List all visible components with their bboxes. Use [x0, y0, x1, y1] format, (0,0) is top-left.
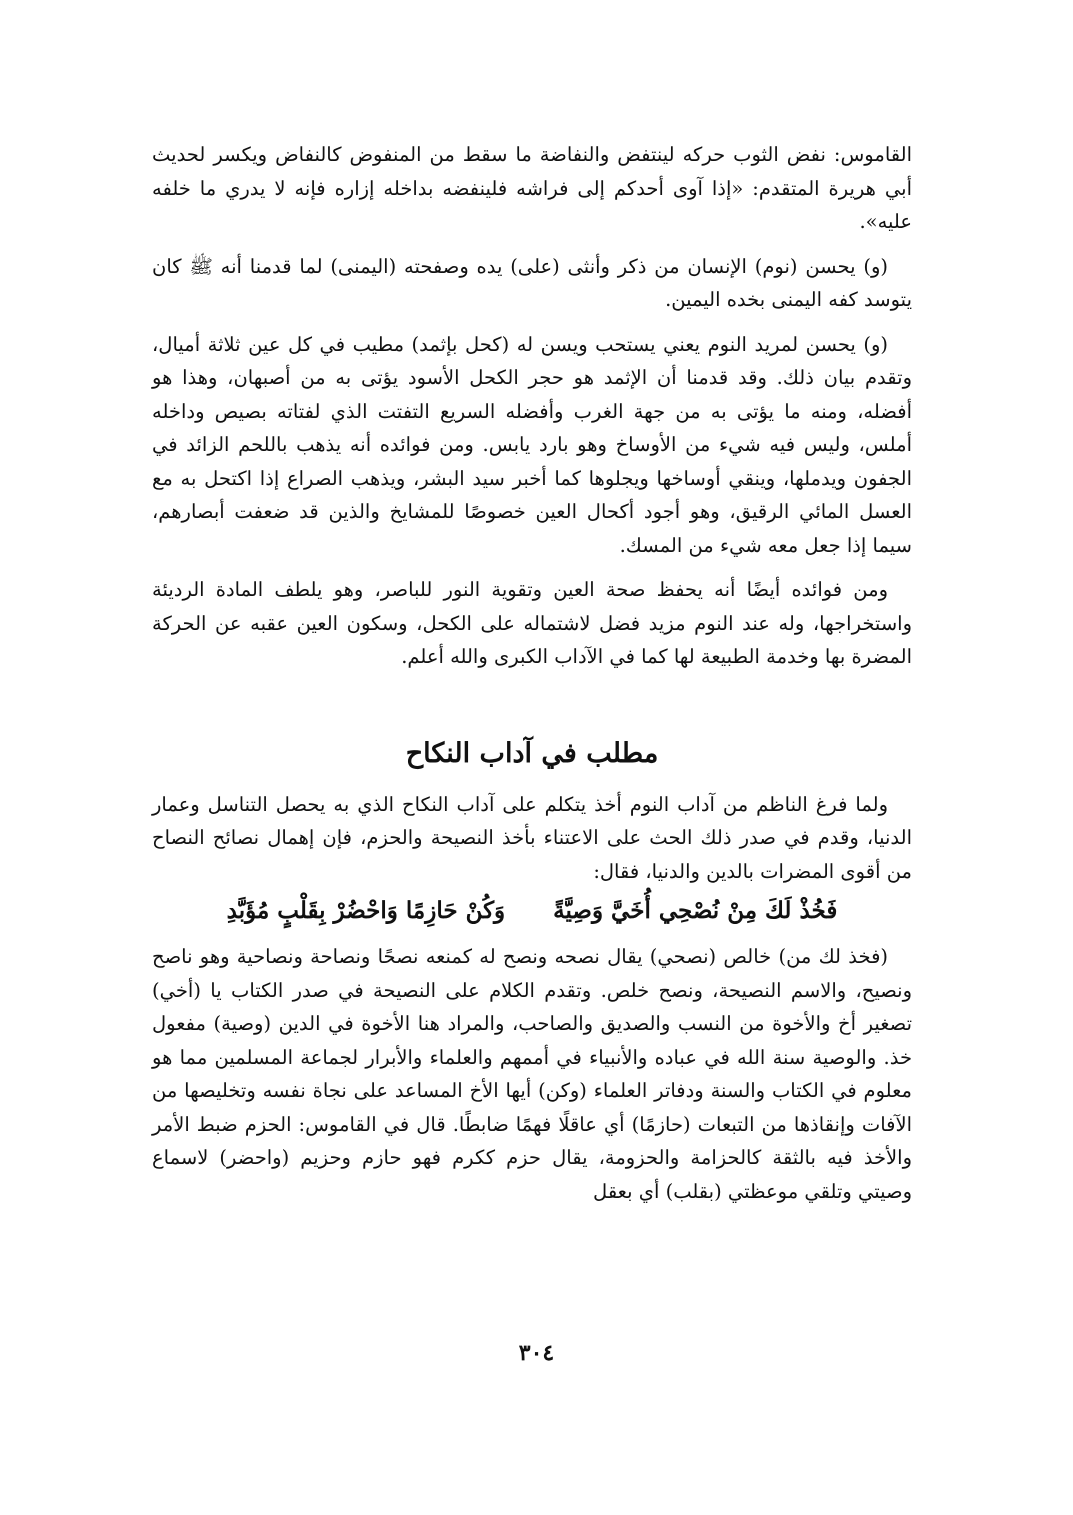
paragraph-kohl: (و) يحسن لمريد النوم يعني يستحب ويسن له (كحل بإثمد) مطيب في كل عين ثلاثة أميال، وتقدم بيان ذلك. وقد قدمنا أن الإثمد هو حجر الكحل الأسود يؤتى به من أصبهان، وهذا هو أفضله، ومنه ما يؤتى به من جهة الغرب وأفضله السريع التفتت الذي لفتاته بصيص وداخله أملس، وليس فيه شيء من الأوساخ وهو بارد يابس. ومن فوائده أنه يذهب باللحم الزائد في الجفون ويدملها، وينقي أوساخها ويجلوها كما أخبر سيد البشر، ويذهب الصراع إذا اكتحل به مع العسل المائي الرقيق، وهو أجود أكحال العين خصوصًا للمشايخ والذين قد ضعفت أبصارهم، سيما إذا جعل معه شيء من المسك. — [152, 332, 912, 557]
verse-second-hemistich: وَكُنْ حَازِمًا وَاحْضُرْ بِقَلْبٍ مُؤَبَّدِ — [226, 897, 506, 924]
section-heading: مطلب في آداب النكاح — [405, 737, 659, 769]
page-body — [152, 138, 912, 1208]
paragraph-qamus: القاموس: نفض الثوب حركه لينتفض والنفاضة ما سقط من المنفوض كالنفاض ويكسر لحديث أبي هريرة المتقدم: «إذا آوى أحدكم إلى فراشه فلينفضه بداخله إزاره فإنه لا يدري ما خلفه عليه». — [152, 143, 912, 233]
paragraph-commentary: (فخذ لك من) خالص (نصحي) يقال نصحه ونصح له كمنعه نصحًا ونصاحة ونصاحية وهو ناصح ونصيح، والاسم النصيحة، ونصح خلص. وتقدم الكلام على النصيحة في صدر الكتاب يا (أخي) تصغير أخ والأخوة من النسب والصديق والصاحب، والمراد هنا الأخوة في الدين (وصية) مفعول خذ. والوصية سنة الله في عباده والأنبياء في أممهم والعلماء والأبرار لجماعة المسلمين مما هو معلوم في الكتاب والسنة ودفاتر العلماء (وكن) أيها الأخ المساعد على نجاة نفسه وتخليصها من الآفات وإنقاذها من التبعات (حازمًا) أي عاقلًا فهمًا ضابطًا. قال في القاموس: الحزم ضبط الأمر والأخذ فيه بالثقة كالحزامة والحزومة، يقال حزم ككرم فهو حازم وحزيم (واحضر) لاسماع وصيتي وتلقي موعظتي (بقلب) أي بعقل — [152, 945, 912, 1203]
paragraph-kohl-benefits: ومن فوائده أيضًا أنه يحفظ صحة العين وتقوية النور للباصر، وهو يلطف المادة الرديئة واستخراجها، وله عند النوم مزيد فضل لاشتماله على الكحل، وسكون العين عقبه عن الحركة المضرة بها وخدمة الطبيعة لها كما في الآداب الكبرى والله أعلم. — [152, 578, 912, 668]
paragraph-sleep-right-side: (و) يحسن (نوم) الإنسان من ذكر وأنثى (على) يده وصفحته (اليمنى) لما قدمنا أنه ﷺ كان يتوسد كفه اليمنى بخده اليمين. — [152, 254, 912, 311]
page-number: ٣٠٤ — [518, 1340, 555, 1366]
paragraph-intro-marriage: ولما فرغ الناظم من آداب النوم أخذ يتكلم على آداب النكاح الذي به يحصل التناسل وعمار الدنيا، وقدم في صدر ذلك الحث على الاعتناء بأخذ النصيحة والحزم، فإن إهمال نصائح النصاح من أقوى المضرات بالدين والدنيا، فقال: — [152, 792, 912, 883]
verse-first-hemistich: فَخُذْ لَكَ مِنْ نُصْحِي أُخَيَّ وَصِيَّةً — [553, 897, 838, 924]
poem-verse — [152, 890, 912, 932]
